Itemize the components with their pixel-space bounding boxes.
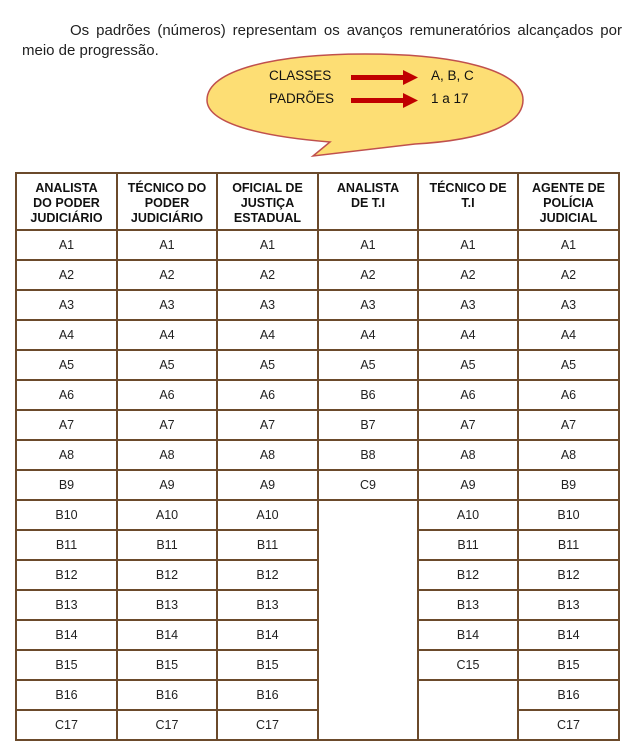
table-cell: A7 bbox=[519, 411, 618, 441]
classes-label: CLASSES bbox=[269, 68, 332, 83]
table-cell: A9 bbox=[419, 471, 519, 501]
table-cell: A7 bbox=[118, 411, 218, 441]
table-cell: A9 bbox=[218, 471, 319, 501]
table-cell: B12 bbox=[218, 561, 319, 591]
callout-bubble bbox=[205, 52, 525, 162]
table-cell: A2 bbox=[319, 261, 419, 291]
table-cell: B16 bbox=[17, 681, 118, 711]
table-cell: A6 bbox=[118, 381, 218, 411]
table-cell: C17 bbox=[17, 711, 118, 739]
table-cell: B12 bbox=[118, 561, 218, 591]
table-cell: A8 bbox=[218, 441, 319, 471]
table-cell: A5 bbox=[419, 351, 519, 381]
table-cell: A7 bbox=[218, 411, 319, 441]
table-cell: A4 bbox=[419, 321, 519, 351]
table-row bbox=[17, 291, 618, 321]
career-table-wrapper bbox=[15, 172, 620, 741]
table-cell: A4 bbox=[17, 321, 118, 351]
table-cell: B15 bbox=[519, 651, 618, 681]
table-cell: B7 bbox=[319, 411, 419, 441]
header-oficial-justica-estadual: OFICIAL DE JUSTIÇA ESTADUAL bbox=[218, 174, 319, 231]
table-cell: B11 bbox=[17, 531, 118, 561]
table-cell: A7 bbox=[419, 411, 519, 441]
table-cell: C17 bbox=[557, 718, 580, 732]
table-row bbox=[17, 711, 618, 739]
table-cell: B9 bbox=[519, 471, 618, 501]
table-cell: A7 bbox=[17, 411, 118, 441]
table-cell: A4 bbox=[319, 321, 419, 351]
table-cell: B11 bbox=[218, 531, 319, 561]
table-cell: B9 bbox=[17, 471, 118, 501]
table-cell bbox=[319, 531, 419, 561]
table-cell: A6 bbox=[519, 381, 618, 411]
table-cell: A8 bbox=[419, 441, 519, 471]
table-cell: A2 bbox=[17, 261, 118, 291]
table-cell: A10 bbox=[419, 501, 519, 531]
table-cell: B14 bbox=[17, 621, 118, 651]
intro-paragraph: Os padrões (números) representam os avanços remuneratórios alcançados por meio de progressão. bbox=[22, 22, 622, 59]
padroes-label: PADRÕES bbox=[269, 91, 335, 106]
table-cell: A1 bbox=[319, 231, 419, 261]
table-cell: A10 bbox=[118, 501, 218, 531]
table-row bbox=[17, 471, 618, 501]
table-cell: C15 bbox=[419, 651, 519, 681]
table-cell: A5 bbox=[519, 351, 618, 381]
table-cell: B8 bbox=[319, 441, 419, 471]
table-cell: A1 bbox=[118, 231, 218, 261]
table-cell: B6 bbox=[319, 381, 419, 411]
table-cell bbox=[319, 501, 419, 531]
table-cell: B16 bbox=[519, 681, 618, 711]
table-row bbox=[17, 441, 618, 471]
table-row bbox=[17, 561, 618, 591]
table-row bbox=[17, 321, 618, 351]
table-row bbox=[17, 231, 618, 261]
table-cell: A5 bbox=[218, 351, 319, 381]
table-row bbox=[17, 591, 618, 621]
table-cell: B13 bbox=[218, 591, 319, 621]
table-cell: A4 bbox=[118, 321, 218, 351]
header-row bbox=[17, 174, 618, 231]
table-cell: B11 bbox=[519, 531, 618, 561]
table-row bbox=[17, 621, 618, 651]
table-cell: B12 bbox=[17, 561, 118, 591]
table-cell: B16 bbox=[218, 681, 319, 711]
table-row bbox=[17, 261, 618, 291]
table-cell: B15 bbox=[17, 651, 118, 681]
table-cell: B14 bbox=[218, 621, 319, 651]
table-cell: A5 bbox=[118, 351, 218, 381]
table-row bbox=[17, 651, 618, 681]
header-analista-poder-judiciario: ANALISTA DO PODER JUDICIÁRIO bbox=[17, 174, 118, 231]
table-body bbox=[17, 231, 618, 739]
table-cell: A3 bbox=[17, 291, 118, 321]
table-cell: B16 bbox=[118, 681, 218, 711]
header-agente-policia-judicial: AGENTE DE POLÍCIA JUDICIAL bbox=[519, 174, 618, 231]
header-tecnico-ti: TÉCNICO DE T.I bbox=[419, 174, 519, 231]
table-cell: B13 bbox=[519, 591, 618, 621]
table-cell: B11 bbox=[118, 531, 218, 561]
table-cell: B13 bbox=[118, 591, 218, 621]
table-cell: A3 bbox=[519, 291, 618, 321]
arrow-right-icon bbox=[351, 69, 419, 85]
table-cell: A3 bbox=[419, 291, 519, 321]
table-cell bbox=[319, 561, 419, 591]
career-table bbox=[15, 172, 620, 741]
table-row bbox=[17, 531, 618, 561]
table-cell: B13 bbox=[17, 591, 118, 621]
table-row bbox=[17, 411, 618, 441]
table-cell: B15 bbox=[118, 651, 218, 681]
table-cell: C9 bbox=[319, 471, 419, 501]
table-cell: A1 bbox=[419, 231, 519, 261]
table-cell: A10 bbox=[218, 501, 319, 531]
header-tecnico-poder-judiciario: TÉCNICO DO PODER JUDICIÁRIO bbox=[118, 174, 218, 231]
table-row bbox=[17, 351, 618, 381]
table-cell: A8 bbox=[118, 441, 218, 471]
table-cell bbox=[319, 621, 419, 651]
table-cell: B11 bbox=[419, 531, 519, 561]
table-cell: B14 bbox=[118, 621, 218, 651]
table-cell: A8 bbox=[17, 441, 118, 471]
table-cell: A5 bbox=[319, 351, 419, 381]
table-cell bbox=[319, 681, 419, 711]
table-cell: C17 bbox=[218, 711, 319, 739]
padroes-value: 1 a 17 bbox=[431, 91, 469, 106]
table-cell: B13 bbox=[419, 591, 519, 621]
table-cell: A2 bbox=[118, 261, 218, 291]
table-cell: C17 bbox=[118, 711, 218, 739]
table-cell: A3 bbox=[218, 291, 319, 321]
table-cell: A1 bbox=[17, 231, 118, 261]
table-cell: B10 bbox=[519, 501, 618, 531]
table-cell: A2 bbox=[519, 261, 618, 291]
table-cell: A5 bbox=[17, 351, 118, 381]
table-cell: B12 bbox=[519, 561, 618, 591]
table-cell bbox=[419, 681, 519, 711]
arrow-right-icon bbox=[351, 92, 419, 108]
table-cell: A1 bbox=[218, 231, 319, 261]
classes-value: A, B, C bbox=[431, 68, 474, 83]
table-cell: A4 bbox=[519, 321, 618, 351]
table-cell: A6 bbox=[218, 381, 319, 411]
table-cell: B15 bbox=[218, 651, 319, 681]
table-cell: A3 bbox=[118, 291, 218, 321]
table-cell: A2 bbox=[218, 261, 319, 291]
table-cell: B12 bbox=[419, 561, 519, 591]
table-row bbox=[17, 381, 618, 411]
table-cell bbox=[419, 711, 519, 739]
table-cell: B14 bbox=[419, 621, 519, 651]
table-cell: A4 bbox=[218, 321, 319, 351]
table-cell: A2 bbox=[419, 261, 519, 291]
header-analista-ti: ANALISTA DE T.I bbox=[319, 174, 419, 231]
table-cell: A3 bbox=[319, 291, 419, 321]
table-cell: A6 bbox=[419, 381, 519, 411]
table-cell bbox=[319, 651, 419, 681]
table-cell: B10 bbox=[17, 501, 118, 531]
table-cell: B14 bbox=[519, 621, 618, 651]
table-cell: A6 bbox=[17, 381, 118, 411]
table-cell: A1 bbox=[519, 231, 618, 261]
table-cell: A9 bbox=[118, 471, 218, 501]
table-cell bbox=[319, 711, 419, 739]
table-cell bbox=[319, 591, 419, 621]
table-cell: A8 bbox=[519, 441, 618, 471]
table-row bbox=[17, 501, 618, 531]
table-row bbox=[17, 681, 618, 711]
